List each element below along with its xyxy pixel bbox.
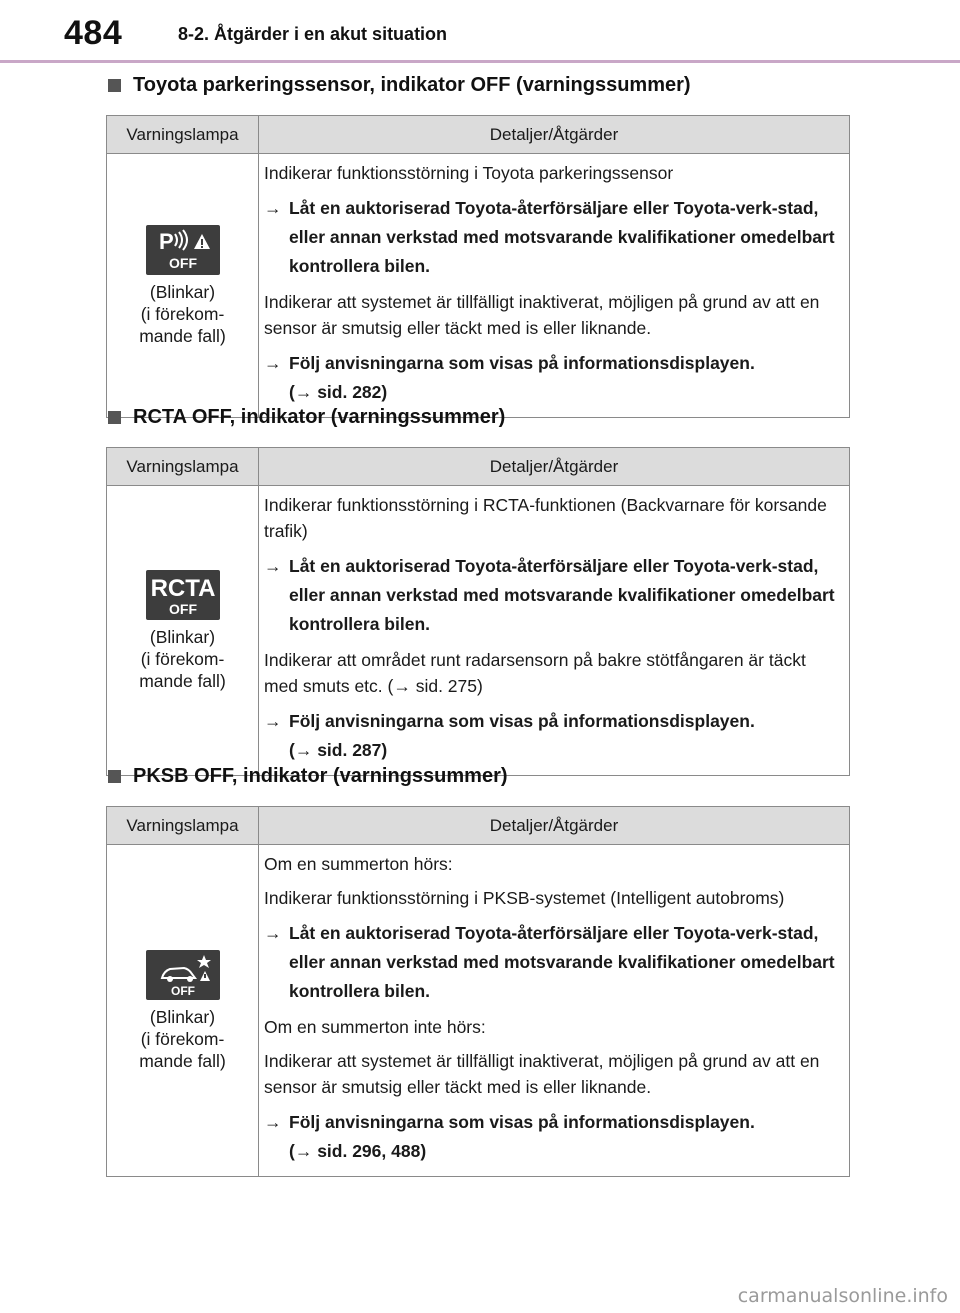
svg-text:P: P	[158, 228, 174, 254]
lamp-note-line1: (i förekom-	[140, 303, 225, 324]
table-row	[107, 486, 850, 776]
arrow-right-icon: →	[264, 198, 282, 218]
lamp-note-line1: (i förekom-	[140, 648, 225, 669]
page-number: 484	[64, 14, 123, 52]
page-reference-link[interactable]: (→ sid. 282)	[289, 382, 388, 402]
section-title: 8-2. Åtgärder i en akut situation	[178, 24, 448, 44]
column-header-lamp: Varningslampa	[107, 807, 259, 845]
detail-text: Indikerar funktionsstörning i RCTA-funktionen (Backvarnare för korsande trafik)	[264, 495, 827, 541]
off-label: OFF	[168, 254, 197, 271]
lamp-blink-label: (Blinkar)	[149, 626, 216, 647]
arrow-right-icon: →	[264, 1112, 282, 1132]
action-item	[264, 552, 843, 639]
square-bullet-icon	[108, 770, 121, 783]
rcta-off-icon	[146, 570, 220, 620]
lamp-cell	[107, 486, 259, 776]
page-header	[0, 0, 960, 64]
action-text: Låt en auktoriserad Toyota-återförsäljare eller Toyota-verk-stad, eller annan verkstad med motsvarande kvalifikationer omedelbart kontrollera bilen.	[289, 923, 835, 1001]
action-item	[264, 707, 843, 765]
detail-text: Om en summerton hörs:	[264, 854, 453, 874]
parking-sensor-off-icon	[146, 225, 220, 275]
table-header-row	[107, 807, 850, 845]
lamp-cell	[107, 845, 259, 1177]
detail-text: Indikerar att området runt radarsensorn på bakre stötfångaren är täckt med smuts etc. (→ sid. 275)	[264, 650, 806, 696]
action-text: Följ anvisningarna som visas på informationsdisplayen.	[289, 353, 755, 373]
action-text: Låt en auktoriserad Toyota-återförsäljare eller Toyota-verk-stad, eller annan verkstad med motsvarande kvalifikationer omedelbart kontrollera bilen.	[289, 556, 835, 634]
detail-text: Om en summerton inte hörs:	[264, 1017, 486, 1037]
arrow-right-icon: →	[264, 353, 282, 373]
column-header-details: Detaljer/Åtgärder	[259, 116, 850, 154]
action-text: Låt en auktoriserad Toyota-återförsäljare eller Toyota-verk-stad, eller annan verkstad med motsvarande kvalifikationer omedelbart kontrollera bilen.	[289, 198, 835, 276]
lamp-note-line2: mande fall)	[139, 325, 226, 346]
column-header-details: Detaljer/Åtgärder	[259, 448, 850, 486]
lamp-note-line2: mande fall)	[139, 670, 226, 691]
pksb-off-icon	[146, 950, 220, 1000]
heading-text: Toyota parkeringssensor, indikator OFF (varningssummer)	[133, 74, 691, 96]
heading-pksb	[108, 765, 508, 788]
action-item	[264, 1108, 843, 1166]
details-cell	[259, 845, 850, 1177]
lamp-cell	[107, 154, 259, 418]
page-reference-link[interactable]: (→ sid. 296, 488)	[289, 1141, 427, 1161]
action-item	[264, 919, 843, 1006]
action-item	[264, 194, 843, 281]
heading-text: RCTA OFF, indikator (varningssummer)	[133, 406, 506, 428]
arrow-right-icon: →	[264, 556, 282, 576]
table-header-row	[107, 448, 850, 486]
heading-text: PKSB OFF, indikator (varningssummer)	[133, 765, 508, 787]
detail-text: Indikerar funktionsstörning i Toyota parkeringssensor	[264, 163, 674, 183]
table-row	[107, 845, 850, 1177]
square-bullet-icon	[108, 79, 121, 92]
off-label: OFF	[168, 600, 197, 617]
square-bullet-icon	[108, 411, 121, 424]
column-header-lamp: Varningslampa	[107, 448, 259, 486]
watermark-text: carmanualsonline.info	[737, 1285, 948, 1307]
arrow-right-icon: →	[264, 711, 282, 731]
rcta-icon-text: RCTA	[150, 574, 215, 602]
detail-text: Indikerar att systemet är tillfälligt inaktiverat, möjligen på grund av att en sensor är smutsig eller täckt med is eller liknande.	[264, 292, 820, 338]
page-reference-link[interactable]: (→ sid. 287)	[289, 740, 388, 760]
heading-parking-sensor	[108, 74, 691, 97]
off-label: OFF	[170, 983, 195, 998]
lamp-note-line2: mande fall)	[139, 1050, 226, 1071]
detail-text: Indikerar funktionsstörning i PKSB-systemet (Intelligent autobroms)	[264, 888, 785, 908]
lamp-blink-label: (Blinkar)	[149, 281, 216, 302]
action-text: Följ anvisningarna som visas på informationsdisplayen.	[289, 711, 755, 731]
column-header-lamp: Varningslampa	[107, 116, 259, 154]
arrow-right-icon: →	[264, 923, 282, 943]
heading-rcta	[108, 406, 505, 429]
details-cell	[259, 486, 850, 776]
detail-text: Indikerar att systemet är tillfälligt inaktiverat, möjligen på grund av att en sensor är smutsig eller täckt med is eller liknande.	[264, 1051, 820, 1097]
details-cell	[259, 154, 850, 418]
lamp-note-line1: (i förekom-	[140, 1028, 225, 1049]
table-header-row	[107, 116, 850, 154]
warning-table-pksb	[106, 806, 850, 1177]
table-row	[107, 154, 850, 418]
column-header-details: Detaljer/Åtgärder	[259, 807, 850, 845]
warning-table-rcta	[106, 447, 850, 776]
header-rule	[0, 60, 960, 63]
lamp-blink-label: (Blinkar)	[149, 1006, 216, 1027]
action-text: Följ anvisningarna som visas på informationsdisplayen.	[289, 1112, 755, 1132]
action-item	[264, 349, 843, 407]
warning-table-parking-sensor	[106, 115, 850, 418]
